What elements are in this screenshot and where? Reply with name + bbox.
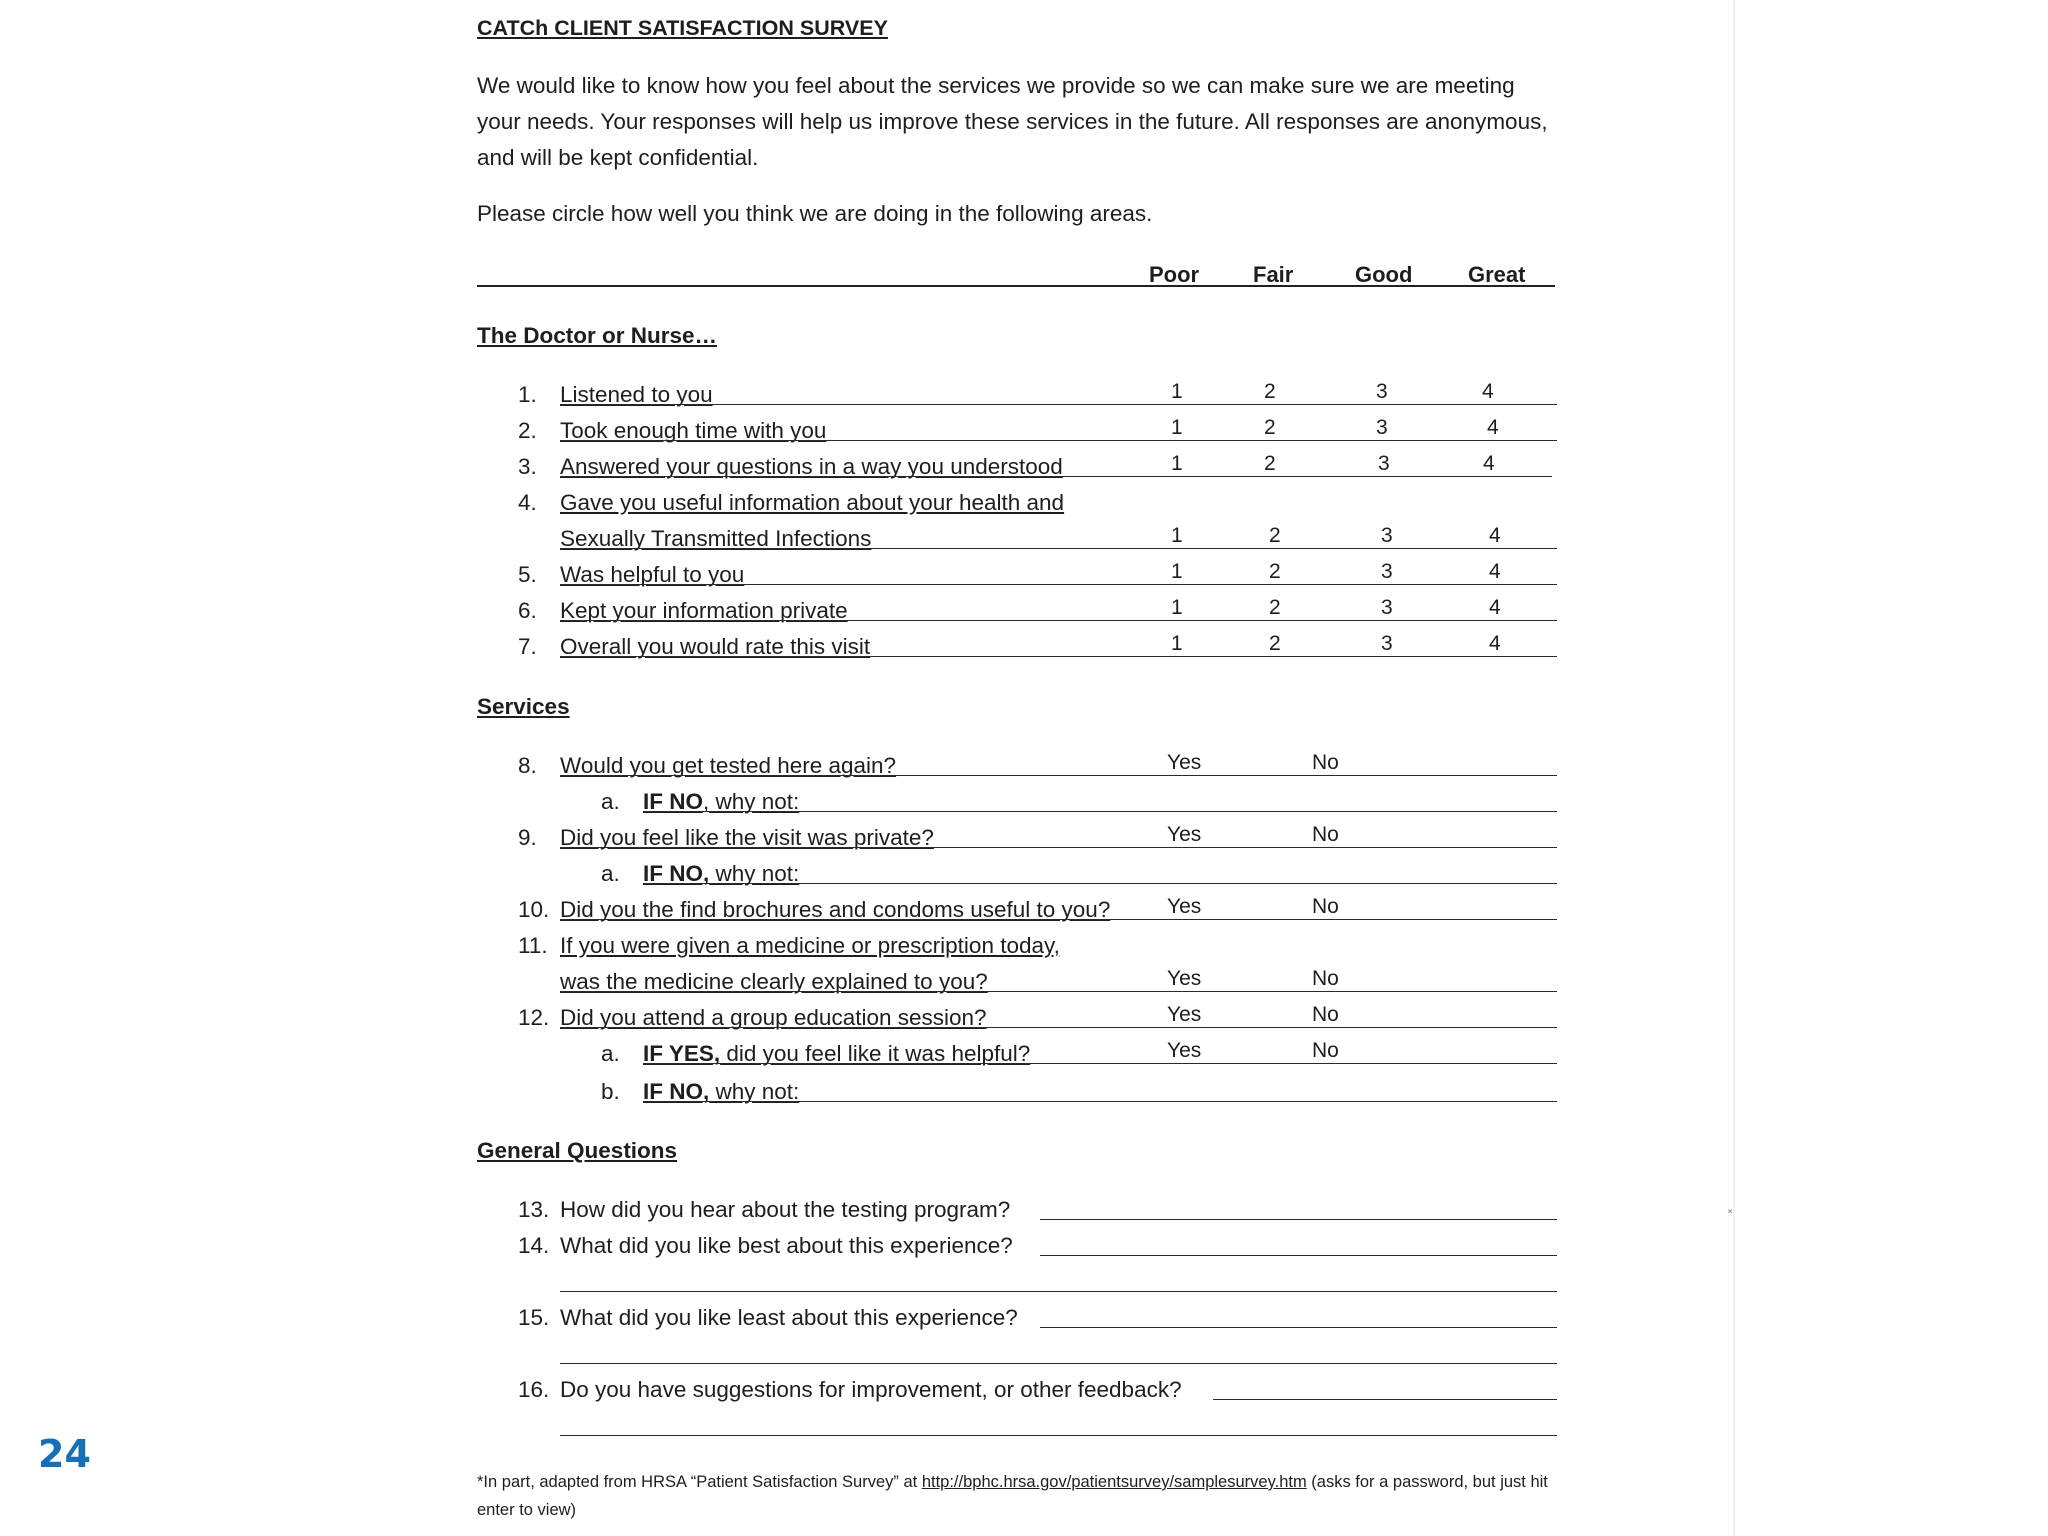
q11-text: If you were given a medicine or prescription today, bbox=[560, 933, 1060, 958]
q12a-rest: did you feel like it was helpful? bbox=[720, 1041, 1031, 1066]
q7-rating-1[interactable]: 1 bbox=[1171, 632, 1183, 655]
q8a-rule bbox=[643, 811, 1557, 812]
footnote-suffix: (asks for a password, but just hit enter to view) bbox=[477, 1473, 1548, 1519]
q10-rule bbox=[560, 919, 1557, 920]
q6-number: 6. bbox=[518, 598, 537, 623]
q8-number: 8. bbox=[518, 753, 537, 778]
q4-rating-2[interactable]: 2 bbox=[1269, 524, 1281, 547]
q14-number: 14. bbox=[518, 1233, 550, 1258]
q12b-rule bbox=[643, 1101, 1557, 1102]
q3-rule bbox=[560, 476, 1552, 477]
q10-text: Did you the find brochures and condoms useful to you? bbox=[560, 897, 1111, 922]
q14-answer-line-2[interactable] bbox=[560, 1291, 1557, 1292]
header-fair: Fair bbox=[1253, 262, 1294, 287]
q16-answer-line[interactable] bbox=[1213, 1399, 1557, 1400]
q1-rating-4[interactable]: 4 bbox=[1482, 380, 1494, 403]
q2-rule bbox=[560, 440, 1557, 441]
q4-rule bbox=[560, 548, 1557, 549]
survey-intro: We would like to know how you feel about the services we provide so we can make sure we are meeting your needs. Your responses will help us improve these services in the future. All responses are anonymous, and will be kept confidential. bbox=[477, 73, 1548, 170]
q1-rating-1[interactable]: 1 bbox=[1171, 380, 1183, 403]
q13-number: 13. bbox=[518, 1197, 550, 1222]
q12b-condition: IF NO, bbox=[643, 1079, 710, 1104]
q7-rating-4[interactable]: 4 bbox=[1489, 632, 1501, 655]
q9a-letter: a. bbox=[601, 861, 620, 886]
q8a-letter: a. bbox=[601, 789, 620, 814]
q1-text: Listened to you bbox=[560, 382, 713, 407]
q6-rating-1[interactable]: 1 bbox=[1171, 596, 1183, 619]
q7-number: 7. bbox=[518, 634, 537, 659]
q12a-no[interactable]: No bbox=[1312, 1039, 1339, 1062]
q6-rating-3[interactable]: 3 bbox=[1381, 596, 1393, 619]
q1-number: 1. bbox=[518, 382, 537, 407]
q6-text: Kept your information private bbox=[560, 598, 848, 623]
q8-no[interactable]: No bbox=[1312, 751, 1339, 774]
page-edge bbox=[1733, 0, 1735, 1536]
q12-yes[interactable]: Yes bbox=[1167, 1003, 1202, 1026]
q3-rating-4[interactable]: 4 bbox=[1483, 452, 1495, 475]
q7-rating-2[interactable]: 2 bbox=[1269, 632, 1281, 655]
q2-rating-4[interactable]: 4 bbox=[1487, 416, 1499, 439]
q2-rating-2[interactable]: 2 bbox=[1264, 416, 1276, 439]
q9-yes[interactable]: Yes bbox=[1167, 823, 1202, 846]
q1-rating-3[interactable]: 3 bbox=[1376, 380, 1388, 403]
q4-rating-1[interactable]: 1 bbox=[1171, 524, 1183, 547]
q2-rating-1[interactable]: 1 bbox=[1171, 416, 1183, 439]
q2-rating-3[interactable]: 3 bbox=[1376, 416, 1388, 439]
q9a-rest: why not: bbox=[709, 861, 800, 886]
q4-text: Gave you useful information about your health and bbox=[560, 490, 1065, 515]
q8-text: Would you get tested here again? bbox=[560, 753, 897, 778]
section-general-heading: General Questions bbox=[477, 1138, 678, 1163]
q16-text: Do you have suggestions for improvement, or other feedback? bbox=[560, 1377, 1182, 1402]
q5-rating-2[interactable]: 2 bbox=[1269, 560, 1281, 583]
scan-mark: ˟ bbox=[1728, 1207, 1732, 1221]
q7-text: Overall you would rate this visit bbox=[560, 634, 871, 659]
q2-text: Took enough time with you bbox=[560, 418, 827, 443]
q1-rule bbox=[560, 404, 1557, 405]
q6-rating-4[interactable]: 4 bbox=[1489, 596, 1501, 619]
q3-rating-2[interactable]: 2 bbox=[1264, 452, 1276, 475]
q12-number: 12. bbox=[518, 1005, 550, 1030]
q15-answer-line[interactable] bbox=[1040, 1327, 1557, 1328]
q9-no[interactable]: No bbox=[1312, 823, 1339, 846]
q11-text-line2: was the medicine clearly explained to you? bbox=[560, 969, 988, 994]
q12-text: Did you attend a group education session? bbox=[560, 1005, 987, 1030]
survey-instruction: Please circle how well you think we are doing in the following areas. bbox=[477, 201, 1153, 226]
header-great: Great bbox=[1468, 262, 1526, 287]
q15-number: 15. bbox=[518, 1305, 550, 1330]
header-good: Good bbox=[1355, 262, 1413, 287]
slide-number: 24 bbox=[38, 1432, 91, 1476]
q13-text: How did you hear about the testing program? bbox=[560, 1197, 1011, 1222]
footnote-link[interactable]: http://bphc.hrsa.gov/patientsurvey/samplesurvey.htm bbox=[921, 1473, 1307, 1491]
q8-yes[interactable]: Yes bbox=[1167, 751, 1202, 774]
q16-answer-line-2[interactable] bbox=[560, 1435, 1557, 1436]
q5-rating-4[interactable]: 4 bbox=[1489, 560, 1501, 583]
q4-rating-4[interactable]: 4 bbox=[1489, 524, 1501, 547]
q3-rating-3[interactable]: 3 bbox=[1378, 452, 1390, 475]
q7-rule bbox=[560, 656, 1557, 657]
q6-rule bbox=[560, 620, 1557, 621]
q11-number: 11. bbox=[518, 933, 548, 958]
q6-rating-2[interactable]: 2 bbox=[1269, 596, 1281, 619]
footnote-prefix: *In part, adapted from HRSA “Patient Satisfaction Survey” at bbox=[477, 1473, 922, 1491]
q2-number: 2. bbox=[518, 418, 537, 443]
q14-text: What did you like best about this experience? bbox=[560, 1233, 1013, 1258]
q12-no[interactable]: No bbox=[1312, 1003, 1339, 1026]
q12a-yes[interactable]: Yes bbox=[1167, 1039, 1202, 1062]
q8a-condition: IF NO bbox=[643, 789, 703, 814]
q4-number: 4. bbox=[518, 490, 537, 515]
q10-no[interactable]: No bbox=[1312, 895, 1339, 918]
q9a-condition: IF NO, bbox=[643, 861, 710, 886]
q5-number: 5. bbox=[518, 562, 537, 587]
q11-no[interactable]: No bbox=[1312, 967, 1339, 990]
q8a-rest: , why not: bbox=[703, 789, 800, 814]
q12a-condition: IF YES, bbox=[643, 1041, 721, 1066]
q7-rating-3[interactable]: 3 bbox=[1381, 632, 1393, 655]
section-services-heading: Services bbox=[477, 694, 570, 719]
header-rule bbox=[477, 285, 1555, 287]
q12-rule bbox=[560, 1027, 1557, 1028]
q12b-rest: why not: bbox=[709, 1079, 800, 1104]
q5-rule bbox=[560, 584, 1557, 585]
q12b-letter: b. bbox=[601, 1079, 620, 1104]
q9-text: Did you feel like the visit was private? bbox=[560, 825, 934, 850]
q1-rating-2[interactable]: 2 bbox=[1264, 380, 1276, 403]
footnote bbox=[477, 1468, 1567, 1524]
q12a-rule bbox=[643, 1063, 1557, 1064]
q10-number: 10. bbox=[518, 897, 550, 922]
q5-rating-3[interactable]: 3 bbox=[1381, 560, 1393, 583]
q4-rating-3[interactable]: 3 bbox=[1381, 524, 1393, 547]
q9a-rule bbox=[643, 883, 1557, 884]
q15-text: What did you like least about this experience? bbox=[560, 1305, 1018, 1330]
q16-number: 16. bbox=[518, 1377, 550, 1402]
q11-yes[interactable]: Yes bbox=[1167, 967, 1202, 990]
header-poor: Poor bbox=[1149, 262, 1200, 287]
q3-number: 3. bbox=[518, 454, 537, 479]
q14-answer-line[interactable] bbox=[1040, 1255, 1557, 1256]
q3-rating-1[interactable]: 1 bbox=[1171, 452, 1183, 475]
section-doctor-heading: The Doctor or Nurse… bbox=[477, 323, 718, 348]
q9-number: 9. bbox=[518, 825, 537, 850]
q11-rule bbox=[560, 991, 1557, 992]
q13-answer-line[interactable] bbox=[1040, 1219, 1557, 1220]
survey-document bbox=[477, 0, 1557, 1536]
q9-rule bbox=[560, 847, 1557, 848]
q15-answer-line-2[interactable] bbox=[560, 1363, 1557, 1364]
q12a-letter: a. bbox=[601, 1041, 620, 1066]
q4-text-line2: Sexually Transmitted Infections bbox=[560, 526, 872, 551]
q5-rating-1[interactable]: 1 bbox=[1171, 560, 1183, 583]
q5-text: Was helpful to you bbox=[560, 562, 745, 587]
q8-rule bbox=[560, 775, 1557, 776]
q3-text: Answered your questions in a way you understood bbox=[560, 454, 1063, 479]
q10-yes[interactable]: Yes bbox=[1167, 895, 1202, 918]
survey-title: CATCh CLIENT SATISFACTION SURVEY bbox=[477, 16, 888, 40]
